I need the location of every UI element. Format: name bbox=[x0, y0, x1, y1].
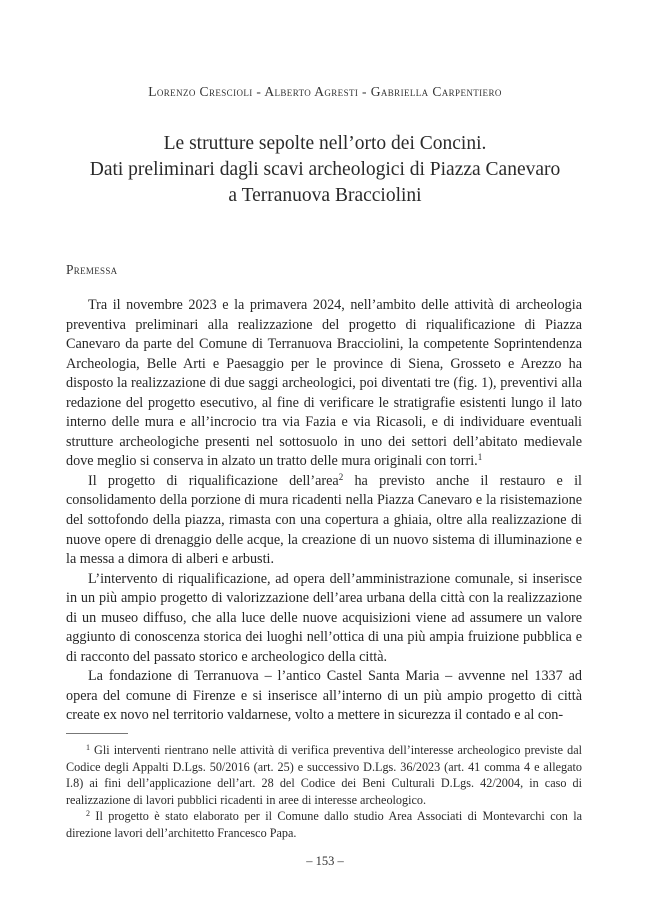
paragraph-2-text-a: Il progetto di riqualificazione dell’area bbox=[88, 472, 339, 489]
paragraph-1-text: Tra il novembre 2023 e la primavera 2024, nell’ambito delle attività di archeologia preventiva preliminari alla realizzazione del progetto di riqualificazione di Piazza Canevaro da parte del Comune di Terranuova Bracciolini, la competente Soprintendenza Archeologia, Belle Arti e Paesaggio per le province di Siena, Grosseto e Arezzo ha disposto la realizzazione di due saggi archeologici, poi diventati tre (fig. 1), preventivi alla redazione del progetto esecutivo, al fine di verificare le stratigrafie esistenti lungo il lato interno delle mura e all’incrocio tra via Fazia e via Ricasoli, e di individuare eventuali strutture archeologiche presenti nel sottosuolo in uno dei settori dell’abitato medievale dove meglio si conserva in alzato un tratto delle mura originali con torri. bbox=[66, 297, 582, 470]
section-heading: Premessa bbox=[66, 262, 118, 277]
footnote-ref-1[interactable]: 1 bbox=[477, 452, 483, 463]
footnote-1-text: Gli interventi rientrano nelle attività di verifica preventiva dell’interesse archeologico previste dal Codice degli Appalti D.Lgs. 50/2016 (art. 25) e successivo D.Lgs. 36/2023 (art. 41 comma 4 e allegato I.8) ai fini dell’applicazione dell’art. 28 del Codice dei Beni Culturali D.Lgs. 42/2004, in caso di realizzazione di lavori pubblici ricadenti in aree di interesse archeologico. bbox=[66, 743, 582, 807]
title-line-2: Dati preliminari dagli scavi archeologici di Piazza Canevaro bbox=[89, 159, 561, 180]
body-text bbox=[66, 296, 582, 726]
paragraph-3: L’intervento di riqualificazione, ad opera dell’amministrazione comunale, si inserisce in un più ampio progetto di valorizzazione dell’area urbana della città con la realizzazione di un museo diffuso, che alla luce delle nuove acquisizioni viene ad assumere un valore aggiunto di conoscenza storica dei luoghi nell’ottica di una più ampia fruizione pubblica e di racconto del passato storico e archeologico della città. bbox=[66, 570, 582, 665]
footnote-2-text: Il progetto è stato elaborato per il Comune dallo studio Area Associati di Montevarchi con la direzione lavori dell’architetto Francesco Papa. bbox=[66, 809, 582, 840]
footnote-2-mark: 2 bbox=[86, 809, 90, 818]
footnote-1-mark: 1 bbox=[86, 743, 90, 752]
footnote-divider bbox=[66, 733, 128, 734]
footnote-2 bbox=[66, 808, 582, 841]
page-number: – 153 – bbox=[306, 854, 344, 868]
footnotes bbox=[66, 742, 582, 841]
paragraph-4: La fondazione di Terranuova – l’antico Castel Santa Maria – avvenne nel 1337 ad opera del comune di Firenze e si inserisce all’interno di un più ampio progetto di città create ex novo nel territorio valdarnese, volto a mettere in sicurezza il contado e al con- bbox=[66, 668, 582, 724]
authors-line: Lorenzo Crescioli - Alberto Agresti - Gabriella Carpentiero bbox=[148, 84, 502, 99]
paragraph-2 bbox=[66, 472, 582, 570]
title-line-1: Le strutture sepolte nell’orto dei Concini. bbox=[163, 133, 487, 154]
paragraph-1 bbox=[66, 296, 582, 472]
footnote-ref-2[interactable]: 2 bbox=[338, 471, 344, 482]
article-title bbox=[0, 131, 650, 209]
paragraph-2-text-b: ha previsto anche il restauro e il consolidamento della porzione di mura ricadenti nella Piazza Canevaro e la risistemazione del sottofondo della piazza, rimasta con una copertura a ghiaia, oltre alla realizzazione di nuove opere di drenaggio delle acque, la creazione di un nuovo sistema di illuminazione e la messa a dimora di alberi e arbusti. bbox=[66, 472, 582, 568]
title-line-3: a Terranuova Bracciolini bbox=[228, 185, 422, 206]
footnote-1 bbox=[66, 742, 582, 808]
